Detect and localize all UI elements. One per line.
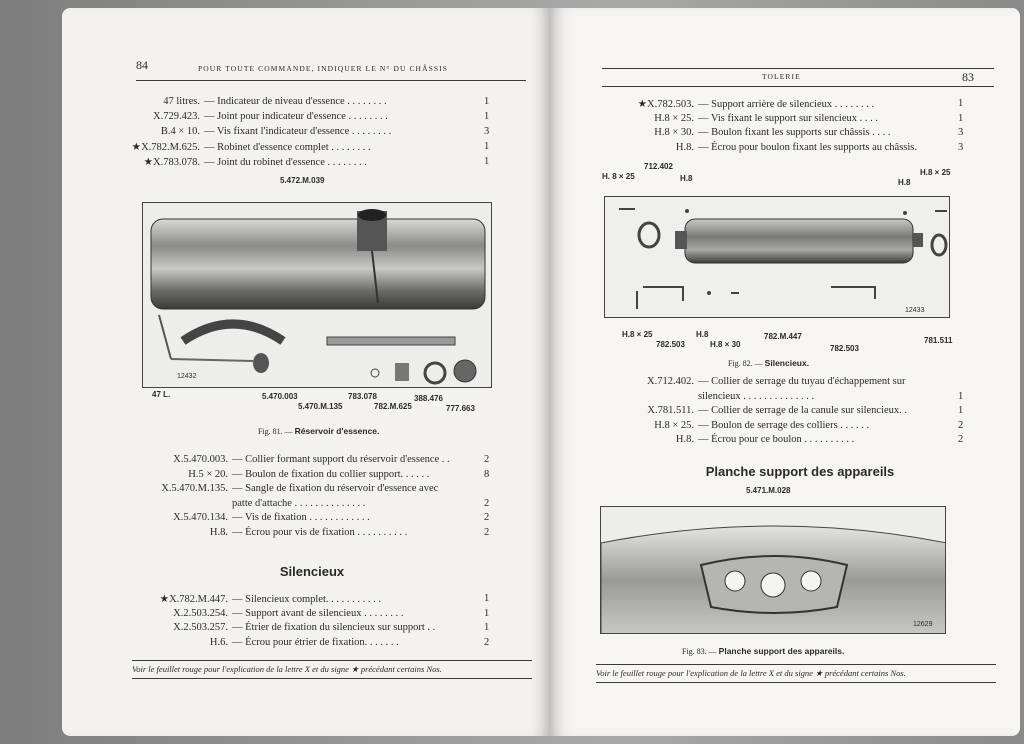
part-quantity: 2 bbox=[484, 512, 490, 523]
fig81-caption-number: Fig. 81. — bbox=[258, 427, 293, 436]
list-item bbox=[570, 98, 964, 110]
fig83-photo bbox=[600, 506, 946, 634]
list-item bbox=[80, 111, 490, 122]
part-description: — Écrou pour étrier de fixation. . . . . . . bbox=[232, 636, 399, 648]
part-quantity: 2 bbox=[484, 636, 490, 648]
part-code: H.8. bbox=[675, 141, 694, 153]
fig82-caption-number: Fig. 82. — bbox=[728, 359, 763, 368]
part-quantity: 3 bbox=[958, 127, 964, 138]
part-code: X.2.503.254. bbox=[173, 607, 228, 619]
fig83-caption-number: Fig. 83. — bbox=[682, 647, 717, 656]
part-code: ★X.783.078. bbox=[143, 157, 200, 168]
list-item bbox=[570, 376, 905, 387]
header-rule-top bbox=[602, 68, 994, 69]
right-page bbox=[550, 8, 1020, 736]
part-code: X.5.470.134. bbox=[173, 512, 228, 523]
fig82-caption bbox=[728, 358, 809, 368]
fig82-label: H. 8 × 25 bbox=[602, 172, 635, 181]
part-code: H.6. bbox=[209, 636, 228, 648]
fig81-label: 5.470.003 bbox=[262, 392, 298, 401]
part-code: X.712.402. bbox=[647, 376, 694, 387]
fig82-label: H.8 bbox=[898, 178, 911, 187]
part-description: — Boulon de serrage des colliers . . . . . . bbox=[698, 419, 870, 431]
part-quantity: 2 bbox=[958, 434, 964, 445]
part-code: H.8 × 30. bbox=[654, 127, 694, 138]
section-title-planche: Planche support des appareils bbox=[705, 464, 895, 479]
part-code: H.8 × 25. bbox=[654, 419, 694, 431]
list-item bbox=[80, 497, 490, 509]
list-item bbox=[80, 512, 490, 523]
part-code: 47 litres. bbox=[163, 96, 200, 107]
list-item bbox=[80, 468, 490, 480]
list-item bbox=[80, 636, 490, 648]
part-quantity: 2 bbox=[484, 526, 490, 538]
list-item bbox=[570, 112, 964, 124]
part-description: — Écrou pour ce boulon . . . . . . . . . . bbox=[698, 434, 855, 445]
part-code: X.2.503.257. bbox=[173, 622, 228, 633]
fig81-photo bbox=[142, 202, 492, 388]
fig82-label: 782.503 bbox=[656, 340, 685, 349]
part-quantity: 1 bbox=[484, 111, 490, 122]
part-quantity: 1 bbox=[484, 141, 490, 152]
part-description: — Vis fixant l'indicateur d'essence . . . . . . . . bbox=[204, 126, 392, 137]
part-description: — Joint pour indicateur d'essence . . . . . . . . bbox=[204, 111, 388, 122]
part-code: B.4 × 10. bbox=[160, 126, 200, 137]
page-number: 84 bbox=[136, 58, 148, 72]
part-code: X.781.511. bbox=[647, 405, 694, 416]
running-header: POUR TOUTE COMMANDE, INDIQUER LE N° DU CHÂSSIS bbox=[198, 64, 448, 73]
part-description: — Collier de serrage du tuyau d'échappement sur bbox=[698, 376, 906, 387]
fig81-photo-number: 12432 bbox=[177, 373, 197, 380]
list-item bbox=[570, 390, 964, 402]
left-page bbox=[62, 8, 550, 736]
part-description: — Vis de fixation . . . . . . . . . . . . bbox=[232, 512, 370, 523]
part-description: — Écrou pour boulon fixant les supports au châssis. bbox=[698, 141, 918, 153]
fig81-label-tank: 5.472.M.039 bbox=[280, 176, 325, 185]
fig82-photo bbox=[604, 196, 950, 318]
part-description: — Collier formant support du réservoir d'essence . . bbox=[232, 454, 450, 465]
part-quantity: 8 bbox=[484, 468, 490, 480]
part-quantity: 1 bbox=[484, 622, 490, 633]
list-item bbox=[80, 96, 490, 107]
list-item bbox=[80, 156, 490, 168]
part-code: X.5.470.M.135. bbox=[161, 483, 228, 494]
footer-rule-bottom bbox=[596, 682, 996, 683]
page-number: 83 bbox=[962, 70, 974, 84]
fig83-label-board: 5.471.M.028 bbox=[746, 486, 791, 495]
fig82-label: 781.511 bbox=[924, 336, 953, 345]
part-description: — Écrou pour vis de fixation . . . . . . . . . . bbox=[232, 526, 408, 538]
fig83-photo-number: 12629 bbox=[913, 621, 933, 628]
part-description: — Sangle de fixation du réservoir d'essence avec bbox=[232, 483, 439, 494]
fig82-photo-number: 12433 bbox=[905, 307, 925, 314]
part-description: — Boulon de fixation du collier support. . . . . . bbox=[232, 468, 430, 480]
part-description: — Support avant de silencieux . . . . . . . . bbox=[232, 607, 404, 619]
part-code: ★X.782.M.447. bbox=[159, 594, 228, 605]
header-rule bbox=[602, 86, 994, 87]
list-item bbox=[80, 593, 490, 605]
part-quantity: 1 bbox=[958, 390, 964, 402]
part-quantity: 1 bbox=[958, 405, 964, 416]
part-code: ★X.782.M.625. bbox=[131, 142, 200, 153]
part-code: H.5 × 20. bbox=[188, 468, 228, 480]
running-header: TOLERIE bbox=[762, 72, 801, 81]
part-quantity: 3 bbox=[484, 126, 490, 137]
footer-rule-top bbox=[596, 664, 996, 665]
part-description: — Joint du robinet d'essence . . . . . . . . bbox=[204, 157, 367, 168]
list-item bbox=[80, 141, 490, 153]
part-description: silencieux . . . . . . . . . . . . . . bbox=[698, 390, 815, 402]
fig82-caption-title: Silencieux. bbox=[764, 358, 810, 368]
part-quantity: 3 bbox=[958, 141, 964, 153]
list-item bbox=[570, 434, 964, 445]
list-item bbox=[80, 483, 438, 494]
list-item bbox=[80, 607, 490, 619]
part-code: H.8. bbox=[675, 434, 694, 445]
fig82-label: 712.402 bbox=[644, 162, 673, 171]
list-item bbox=[570, 141, 964, 153]
list-item bbox=[80, 126, 490, 137]
footer-note: Voir le feuillet rouge pour l'explication de la lettre X et du signe ★ précédant certains Nos. bbox=[132, 664, 442, 674]
part-description: — Silencieux complet. . . . . . . . . . . bbox=[232, 594, 382, 605]
fig81-label: 783.078 bbox=[348, 392, 377, 401]
fig82-label: H.8 bbox=[696, 330, 709, 339]
fig81-label: 47 L. bbox=[152, 390, 171, 399]
fig81-label: 777.663 bbox=[446, 404, 475, 413]
section-title-silencieux: Silencieux bbox=[279, 564, 345, 579]
list-item bbox=[80, 526, 490, 538]
part-quantity: 1 bbox=[484, 593, 490, 604]
list-item bbox=[570, 127, 964, 138]
part-code: H.8. bbox=[209, 526, 228, 538]
footer-rule-top bbox=[132, 660, 532, 661]
fig83-caption bbox=[682, 646, 844, 656]
fig82-label: 782.M.447 bbox=[764, 332, 802, 341]
part-description: — Indicateur de niveau d'essence . . . . . . . . bbox=[204, 96, 387, 107]
list-item bbox=[80, 454, 490, 465]
part-quantity: 1 bbox=[958, 98, 964, 109]
open-book bbox=[62, 8, 1020, 736]
part-description: — Étrier de fixation du silencieux sur support . . bbox=[232, 622, 436, 633]
list-item bbox=[570, 405, 964, 416]
part-quantity: 2 bbox=[958, 419, 964, 431]
part-code: X.729.423. bbox=[153, 111, 200, 122]
part-quantity: 1 bbox=[958, 112, 964, 124]
part-quantity: 1 bbox=[484, 607, 490, 619]
part-description: — Support arrière de silencieux . . . . . . . . bbox=[698, 99, 875, 110]
fig81-label: 388.476 bbox=[414, 394, 443, 403]
part-quantity: 2 bbox=[484, 497, 490, 509]
fig83-caption-title: Planche support des appareils. bbox=[718, 646, 845, 656]
part-code: X.5.470.003. bbox=[173, 454, 228, 465]
footer-note: Voir le feuillet rouge pour l'explication de la lettre X et du signe ★ précédant certains Nos. bbox=[596, 668, 906, 678]
part-description: — Boulon fixant les supports sur châssis . . . . bbox=[698, 127, 891, 138]
fig82-label: 782.503 bbox=[830, 344, 859, 353]
fig81-label: 782.M.625 bbox=[374, 402, 412, 411]
footer-rule-bottom bbox=[132, 678, 532, 679]
part-description: patte d'attache . . . . . . . . . . . . . . bbox=[232, 497, 366, 509]
part-quantity: 1 bbox=[484, 96, 490, 107]
part-code: ★X.782.503. bbox=[637, 99, 694, 110]
part-quantity: 2 bbox=[484, 454, 490, 465]
fig81-caption bbox=[258, 426, 379, 436]
fig82-label: H.8 bbox=[680, 174, 693, 183]
part-quantity: 1 bbox=[484, 156, 490, 167]
fig81-label: 5.470.M.135 bbox=[298, 402, 343, 411]
header-rule bbox=[136, 80, 526, 81]
list-item bbox=[570, 419, 964, 431]
part-description: — Collier de serrage de la canule sur silencieux. . bbox=[698, 405, 908, 416]
list-item bbox=[80, 622, 490, 633]
fig82-label: H.8 × 30 bbox=[710, 340, 741, 349]
part-description: — Vis fixant le support sur silencieux . . . . bbox=[698, 112, 878, 124]
part-code: H.8 × 25. bbox=[654, 112, 694, 124]
fig81-caption-title: Réservoir d'essence. bbox=[294, 426, 380, 436]
fig82-label: H.8 × 25 bbox=[622, 330, 653, 339]
fig82-label: H.8 × 25 bbox=[920, 168, 951, 177]
part-description: — Robinet d'essence complet . . . . . . . . bbox=[204, 142, 371, 153]
